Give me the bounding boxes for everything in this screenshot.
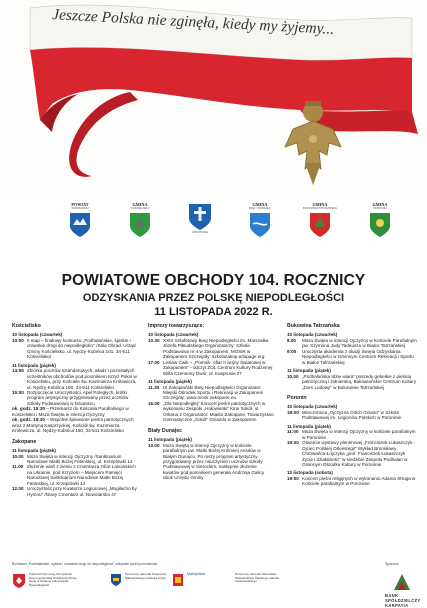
column-bukowina xyxy=(287,324,417,487)
event-time: 19:00 xyxy=(287,475,299,481)
event-date: 11 listopada (piątek) xyxy=(287,368,331,374)
event-time: 9:00 xyxy=(287,348,297,354)
event-time: 8.00 xyxy=(287,337,296,343)
emblem-label: GMINA xyxy=(312,202,328,207)
event-date: 12 listopada (sobota) xyxy=(287,470,333,476)
event-desc: Uroczysta akademia z okazji Święta Odzyskania Niepodległości w Gminnym Centrum Rekreacji i Sportu w Białce Tatrzańskiej xyxy=(302,348,414,365)
page-subtitle: ODZYSKANIA PRZEZ POLSKĘ NIEPODLEGŁOŚCI xyxy=(82,292,345,304)
event-date: 10 listopada (czwartek) xyxy=(287,332,338,338)
emblem-sub: ZAKOPIANE xyxy=(191,230,208,234)
bank-logo-icon xyxy=(392,570,412,592)
eagle-emblem-icon xyxy=(283,95,343,187)
event-time: 11.00 xyxy=(12,464,24,470)
event-date: 11 listopada (piątek) xyxy=(12,448,56,454)
emblem-gmina-bukowina xyxy=(298,202,342,238)
sponsor-label: Sponsor: xyxy=(385,562,400,566)
coat-of-arms-icon xyxy=(188,203,212,231)
patron-marszalek xyxy=(232,573,293,584)
event-time: 10:00 xyxy=(12,337,24,343)
patron-text: Patronat Honorowy Prezydenta Rzeczypospolitej Polskiej Andrzeja Dudy w Stulecie Odzyskania Niepodległości xyxy=(29,572,77,588)
coat-of-arms-icon xyxy=(69,212,91,238)
emblem-sub: TATRZAŃSKI xyxy=(71,206,89,210)
event-item xyxy=(148,443,274,481)
patron-malopolska xyxy=(172,573,215,587)
event-date: 10 listopada (czwartek) xyxy=(148,332,199,338)
emblem-gmina-poronin xyxy=(358,202,402,238)
column-imprezy xyxy=(148,324,274,481)
event-time: 11:00 xyxy=(287,429,299,435)
emblem-label: POWIAT xyxy=(71,202,89,207)
event-item xyxy=(148,360,274,376)
coat-of-arms-icon xyxy=(129,212,151,238)
event-desc: Zbiórka pocztów sztandarowych, władz i pozostałych uczestników obchodów pod pomnikiem Krzyż Pokoi w Kościelisku, przy Kościele św. Kazimierza Królewicza, ul. Nędzy-Kubińca 150, 34-511 Kościelisko xyxy=(27,368,137,390)
emblem-powiat-tatrzanski xyxy=(58,202,102,238)
banner-section xyxy=(0,0,427,200)
event-desc: Otwarcie wystawy plenerowej „Franciszek Łukaszczyk - Ojciec Polskiej Orkiestegi!” Wykład Bronisławy Chrowańca-Łojczyka „prof. Franciszek Łukaszczyk Życie i działalność” w siedzibie Zespołu Podhalan w Gminnym Ośrodku Kultury w Poroninie xyxy=(302,440,416,467)
section-title: Poronin xyxy=(287,394,307,401)
emblem-gmina-bialy-dunajec xyxy=(238,202,282,238)
ribbon-curl xyxy=(69,92,138,177)
event-item xyxy=(287,429,417,440)
event-date: 11 listopada (piątek) xyxy=(287,423,331,429)
event-time: 14:55 xyxy=(12,368,24,374)
coat-of-arms-icon xyxy=(249,212,271,238)
event-item xyxy=(12,417,137,433)
event-desc: II etap – finałowy konkursu „Podhalańskie, śpiskie i orawskie drogi do niepodległości” /Sala Obrad, Urząd Gminy Kościelisko, ul. Nędzy-Kubińca 101, 34-511 Kościelisko/ xyxy=(27,337,136,360)
event-time: 15:00 xyxy=(12,389,24,395)
event-date: 10 listopada (czwartek) xyxy=(287,404,338,410)
event-item xyxy=(287,349,417,365)
event-time: ok. godz. 15:30 xyxy=(12,406,45,412)
event-desc: „Dla Niepodległej” Koncert pieśni patriotycznych w wykonaniu Zespołu „Hołowianki” Kino Sokół, ul. Orkana 2 Organizator: Miasto Zakopane, Towarzystwo Gimnastyczne „Sokół” Gniazdo w Zakopanem xyxy=(163,400,274,423)
event-item xyxy=(12,338,137,360)
event-desc: Msza Święta w intencji Ojczyzny w Kościele Parafialnym pw. Szymona Judy Tadeusza w Białce Tatrzańskiej xyxy=(302,337,417,349)
section-title: Imprezy towarzyszące: xyxy=(148,323,205,329)
patron-wojewoda xyxy=(110,573,167,587)
event-time: 16.00 xyxy=(148,400,160,406)
coat-of-arms-icon xyxy=(110,573,122,587)
event-time: ok. godz. 16:30 xyxy=(12,417,45,423)
emblem-sub: KOŚCIELISKO xyxy=(130,206,150,210)
coat-of-arms-icon xyxy=(309,212,331,238)
event-desc: – Wspólne śpiewanie pieśni patriotycznych wraz z Martyną Kasprzyckiej, Kościół św. Kazimierza Królewicza, ul. Nędzy-Kubińca 150, 34-511 Kościelisko xyxy=(12,417,134,434)
event-time: 18:00 xyxy=(287,409,299,415)
event-item xyxy=(12,406,137,417)
event-desc: Wieczornica „Ojczyzna Orlich Gniazd” w Szkole Podstawowej im. Legionów Polskich w Poroninie xyxy=(302,409,402,421)
event-time: 10.00 xyxy=(287,373,299,379)
event-item xyxy=(148,385,274,401)
emblem-zakopane xyxy=(178,202,222,235)
event-desc: Msza Święta w intencji Ojczyzny /Sanktuarium Narodowe Matki Bożej Fatimskiej, ul. Krzeptówki 14 xyxy=(27,453,133,464)
event-item xyxy=(148,338,274,360)
emblem-gmina-koscielisko xyxy=(118,202,162,238)
event-time: 10.30 xyxy=(148,337,160,343)
section-title: Biały Dunajec xyxy=(148,427,183,434)
emblem-label: GMINA xyxy=(132,202,148,207)
event-date: 11 listopada (piątek) xyxy=(148,437,192,443)
patron-president xyxy=(12,573,81,589)
section-title: Bukowina Tatrzańska xyxy=(287,323,340,329)
event-time: 11.30 xyxy=(148,384,160,390)
event-desc: – Przemarsz do Kościoła Parafialnego w Kościelisku i Msza Święta w intencji Ojczyzny xyxy=(12,406,129,417)
event-date: 10 listopada (czwartek) xyxy=(12,332,63,338)
footer-logos xyxy=(0,569,427,600)
event-item xyxy=(287,374,417,390)
event-desc: Msza Święta w intencji Ojczyzny w kościele parafialnym pw. Matki Bożej Królowej Aniołów w Białym Dunajcu. Po mszy program artystyczny przygotowany przez nauczycieli i uczniów Szkoły Podstawowej w Sierockim, następnie złożenie kwiatów pod pomnikiem generała Andrzeja Galicy obok Urzędu Gminy xyxy=(163,442,265,481)
emblem-label: GMINA xyxy=(252,202,268,207)
eagle-crest-icon xyxy=(12,573,26,589)
event-date: 11 listopada (piątek) xyxy=(148,379,192,385)
event-date: 11 listopada (piątek) xyxy=(12,362,56,368)
emblem-sub: BIAŁY DUNAJEC xyxy=(249,206,271,210)
event-time: 17.00 xyxy=(148,359,160,365)
event-item xyxy=(12,464,137,486)
event-time: 19:00 xyxy=(287,440,299,446)
patron-text: Małopolska xyxy=(187,572,206,576)
event-item xyxy=(12,454,137,465)
event-desc: XXIX Sztafetowy Bieg Niepodległości im. Marszałka Józefa Piłsudskiego Organizatorzy: Szkoła Podstawowa nr 4 w Zakopanem, MOSiR w Zakopanem Szczegóły: szkolazakop.edupage.org xyxy=(163,337,269,360)
malopolska-logo-icon xyxy=(172,573,184,587)
page-date: 11 LISTOPADA 2022 R. xyxy=(154,306,273,318)
event-item xyxy=(287,410,417,421)
event-desc: Uroczystość przy Kwaterze Legionowej „Mogiłacho by Hymnu” /Nowy Cmentarz ul. Nowotarska 47 xyxy=(27,486,137,497)
event-time: 12.00 xyxy=(12,486,24,492)
event-time: 10.00 xyxy=(148,442,160,448)
event-item xyxy=(287,476,417,487)
event-desc: Koncert pieśni religijnych w wykonaniu Adama Struga w Kościele parafialnym w Poroninie xyxy=(302,475,416,487)
section-title: Kościelisko xyxy=(12,323,41,329)
bank-name: BANK SPÓŁDZIELCZY KARPATIA xyxy=(385,593,421,608)
event-item xyxy=(12,390,137,406)
slogan-text: Jeszcze Polska nie zginęła, kiedy my żyjemy... xyxy=(51,6,335,38)
event-item xyxy=(12,368,137,390)
event-desc: Msza Święta w intencji Ojczyzny w kościele parafialnym w Poroninie xyxy=(302,429,416,440)
event-desc: Złożenie wiań z zieniu z Cmentarza Ofiar Lanowskich na Ukrainie, pod Krzyżem – Miejscem Pamięci Narodowej Sanktuarium Narodowe Matki Bożej Fatimskiej, ul. Krzeptówki 14 xyxy=(27,464,136,486)
event-desc: Leslaw Ćwik – „Pomnik. ofiar II wojny Światowej w Zakopanem” - odczyt ZOL Centrum Kultury Rodzinnej Willa Czerwony Dwór, ul. Kasprusie 27 xyxy=(163,359,273,376)
event-time: 10.00 xyxy=(12,453,24,459)
event-desc: Rozpoczęcie Uroczystości, Apel Poległych, krótki program artystyczny przygotowany przez uczniów Szkoły Podstawowej w Dzianiszu xyxy=(27,389,129,406)
page-title: POWIATOWE OBCHODY 104. ROCZNICY xyxy=(61,272,366,289)
section-title: Zakopane xyxy=(12,438,37,445)
emblem-sub: BUKOWINA TATRZAŃSKA xyxy=(303,206,337,210)
patron-text: Honorowy patronat Wojewody Małopolskiego Łukasza Kmity xyxy=(125,572,167,580)
column-koscielisko xyxy=(12,324,137,497)
footnote: Bonifaces „Podhalańskie, śpiskie i orawskie drogi do niepodległości” odbędzie przed pomnikowie. xyxy=(12,562,159,566)
emblem-label: GMINA xyxy=(372,202,388,207)
event-item xyxy=(12,486,137,497)
municipality-emblems xyxy=(36,202,396,268)
patron-text: Honorowy patronat Marszałka Województwa Śląskiego Jakuba Chełstowskiego xyxy=(235,572,280,584)
coat-of-arms-icon xyxy=(369,212,391,238)
emblem-sub: PORONIN xyxy=(373,206,387,210)
event-desc: „Podhalańska Idzie wiara” poszedy gebelkie z pieśnią patriotyczną i żołnierską, Bukowiańskie Centrum Kultury „Dom Ludowy” w Bukowinie Tatrzańskiej xyxy=(302,373,417,390)
event-desc: IX Zakopiański Bieg Niepodległości Organizator: Miejski Ośrodek Sportu i Rekreacji w Zakopanem Szczegóły: www.mosir.zakopane.eu xyxy=(163,384,264,401)
event-item xyxy=(148,401,274,423)
event-item xyxy=(287,338,417,349)
event-item xyxy=(287,440,417,467)
